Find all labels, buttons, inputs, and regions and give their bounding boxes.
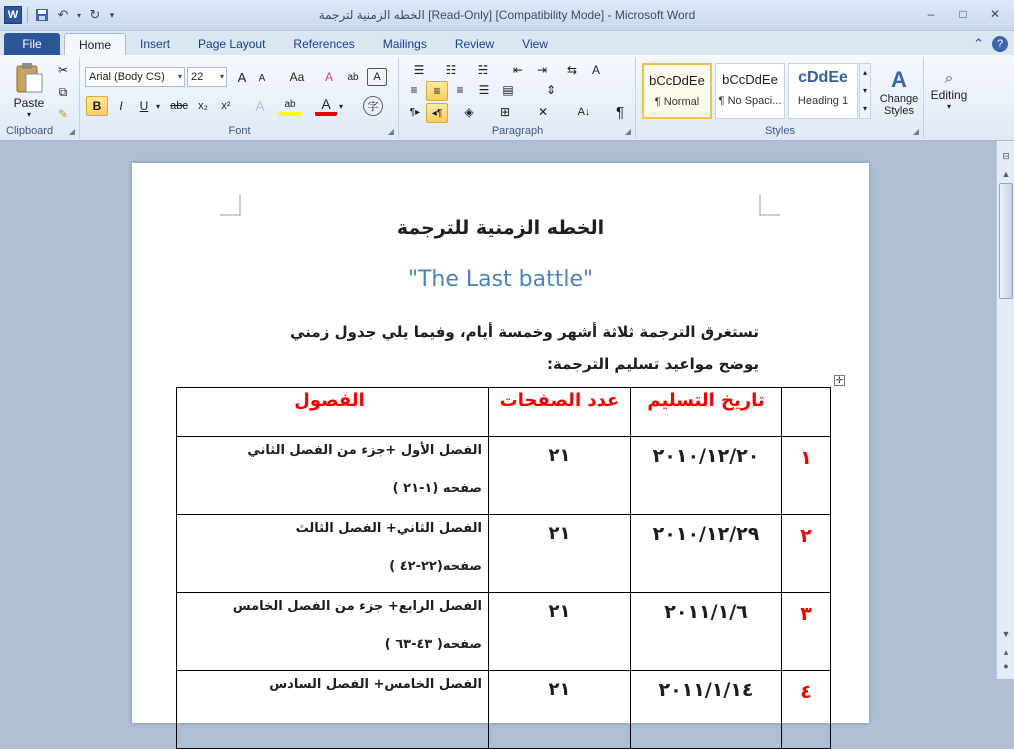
increase-indent-icon[interactable]: ⇥ <box>536 63 548 77</box>
table-row <box>177 593 831 671</box>
font-launcher-icon[interactable]: ◢ <box>387 127 394 136</box>
font-color-dropdown-icon[interactable]: ▾ <box>338 101 343 111</box>
phonetic-guide-icon[interactable]: ab <box>347 71 359 83</box>
bullets-icon[interactable]: ☰ <box>413 63 425 77</box>
font-group-label: Font <box>228 125 251 137</box>
text-effects-icon[interactable]: A <box>255 98 265 114</box>
asian-layout-icon[interactable]: ✕ <box>537 105 549 119</box>
distributed-icon[interactable]: A <box>591 63 600 77</box>
title-bar <box>0 0 1014 31</box>
tab-insert[interactable]: Insert <box>140 37 171 51</box>
style-normal-sample: bCcDdEe <box>649 73 705 88</box>
paragraph-group-label: Paragraph <box>491 125 544 137</box>
font-name-dropdown[interactable] <box>85 67 185 87</box>
clipboard-group <box>0 57 80 139</box>
styles-group-label: Styles <box>765 125 795 137</box>
editing-button[interactable] <box>927 59 971 121</box>
font-group <box>81 57 399 139</box>
paragraph-launcher-icon[interactable]: ◢ <box>624 127 631 136</box>
table-row <box>177 515 831 593</box>
change-styles-icon: A <box>891 67 907 92</box>
styles-group <box>637 57 924 139</box>
line-spacing-icon[interactable]: ⇕ <box>545 83 557 97</box>
margin-corner-top-left <box>220 195 242 217</box>
format-painter-icon[interactable]: ✎ <box>57 107 69 121</box>
row-pages: ٢١ <box>489 437 631 515</box>
vertical-scrollbar[interactable] <box>996 141 1014 679</box>
header-chapters: الفصول <box>177 388 489 437</box>
row-chapters-line-1: الفصل الثاني+ الفصل الثالث <box>295 521 482 536</box>
superscript-button[interactable]: x² <box>221 100 231 112</box>
row-chapters-line-2: صفحه(٢٢-٤٢ ) <box>389 559 482 574</box>
align-left-icon[interactable]: ≡ <box>410 83 418 97</box>
header-page-count: عدد الصفحات <box>489 388 631 437</box>
binoculars-icon: ⌕ <box>944 69 954 87</box>
show-hide-marks-button[interactable]: ¶ <box>615 103 625 121</box>
scroll-down-icon[interactable]: ▼ <box>1001 629 1011 639</box>
font-size-value: 22 <box>191 71 204 83</box>
clear-formatting-icon[interactable]: A <box>324 70 333 84</box>
table-header-row <box>177 388 831 437</box>
row-number: ٣ <box>782 593 831 671</box>
ribbon-tabs <box>64 33 562 55</box>
numbering-icon[interactable]: ☷ <box>445 63 457 77</box>
table-row <box>177 437 831 515</box>
paragraph-group <box>400 57 636 139</box>
justify-icon[interactable]: ☰ <box>478 83 490 97</box>
row-pages: ٢١ <box>489 671 631 749</box>
editing-dropdown-icon: ▾ <box>946 101 951 111</box>
table-row <box>177 671 831 749</box>
row-pages: ٢١ <box>489 593 631 671</box>
word-app-icon[interactable]: W <box>4 6 22 24</box>
repeat-icon[interactable]: ↻ <box>89 7 101 22</box>
editing-label: Editing <box>930 87 968 102</box>
row-number: ١ <box>782 437 831 515</box>
browse-object-icon[interactable]: ● <box>1003 661 1009 671</box>
style-heading-1[interactable] <box>788 63 858 119</box>
minimize-button[interactable]: – <box>927 7 935 21</box>
paste-button[interactable] <box>6 59 52 121</box>
document-subtitle: "The Last battle" <box>407 267 594 292</box>
text-direction-icon[interactable]: ⇆ <box>566 63 578 77</box>
distribute-icon[interactable]: ▤ <box>502 83 514 97</box>
row-date: ٢٠١١/١/٦ <box>631 593 782 671</box>
change-styles-label: Change Styles <box>879 93 919 117</box>
style-heading-1-sample: cDdEe <box>798 69 848 86</box>
close-button[interactable]: ✕ <box>989 7 1001 21</box>
margin-corner-top-right <box>758 195 780 217</box>
intro-line-1: تستغرق الترجمة ثلاثة أشهر وخمسة أيام، وفيما يلي جدول زمني <box>290 323 759 341</box>
tab-references[interactable]: References <box>293 37 355 51</box>
ruler-toggle-icon[interactable]: ⊟ <box>1002 150 1010 161</box>
font-name-value: Arial (Body CS) <box>89 71 165 83</box>
row-chapters-line-2: صفحه( ٤٣-٦٣ ) <box>384 637 482 652</box>
enclose-characters-icon[interactable]: A <box>367 68 387 86</box>
cut-icon[interactable]: ✂ <box>57 63 69 77</box>
ltr-paragraph-icon[interactable]: ¶▸ <box>409 106 421 118</box>
window-controls <box>916 4 1010 24</box>
enclose-char-icon[interactable]: 字 <box>363 96 383 116</box>
document-page[interactable] <box>132 163 869 723</box>
font-size-arrow-icon: ▾ <box>219 72 224 81</box>
subscript-button[interactable]: x₂ <box>198 100 208 112</box>
align-right-icon[interactable]: ≡ <box>456 83 464 97</box>
style-no-spacing[interactable] <box>715 63 785 119</box>
editing-group <box>925 57 973 139</box>
style-heading-1-name: Heading 1 <box>797 95 849 107</box>
previous-page-icon[interactable]: ▴ <box>1003 646 1009 657</box>
change-case-icon[interactable]: Aa <box>289 70 305 84</box>
shading-icon[interactable]: ◈ <box>464 105 474 119</box>
paste-label: Paste <box>13 95 45 110</box>
undo-dropdown-icon[interactable]: ▾ <box>76 10 81 20</box>
font-name-arrow-icon: ▾ <box>177 72 182 81</box>
document-area <box>0 141 996 703</box>
scroll-thumb[interactable] <box>999 183 1013 299</box>
borders-icon[interactable]: ⊞ <box>499 105 511 119</box>
tab-mailings[interactable]: Mailings <box>382 37 427 51</box>
file-tab[interactable]: File <box>4 33 60 55</box>
document-intro <box>239 316 759 380</box>
customize-qat-icon[interactable]: ▾ <box>109 9 115 20</box>
table-move-handle-icon[interactable]: ✛ <box>835 375 844 385</box>
undo-icon[interactable]: ↶ <box>57 7 69 22</box>
tab-review[interactable]: Review <box>454 37 495 51</box>
style-no-spacing-sample: bCcDdEe <box>722 72 778 87</box>
row-number: ٤ <box>782 671 831 749</box>
highlight-color-icon[interactable]: ab <box>279 96 301 116</box>
ribbon-right-controls <box>973 36 1008 52</box>
schedule-table <box>176 387 831 749</box>
header-delivery-date: تاريخ التسليم <box>631 388 782 437</box>
style-normal[interactable] <box>642 63 712 119</box>
row-chapters <box>177 593 489 671</box>
row-pages: ٢١ <box>489 515 631 593</box>
clipboard-launcher-icon[interactable]: ◢ <box>68 127 75 136</box>
paste-icon <box>14 62 44 94</box>
copy-icon[interactable]: ⧉ <box>58 84 68 99</box>
sort-icon[interactable]: A↓ <box>577 106 591 118</box>
underline-dropdown-icon[interactable]: ▾ <box>155 101 160 111</box>
minimize-ribbon-icon[interactable]: ⌃ <box>973 36 984 51</box>
tab-page-layout[interactable]: Page Layout <box>198 37 266 51</box>
change-styles-button[interactable] <box>877 61 921 123</box>
styles-gallery-scroll[interactable]: ▴ ▾ ▾ <box>859 63 871 119</box>
ribbon-home <box>0 55 1014 141</box>
document-title: الخطه الزمنية للترجمة <box>396 217 605 239</box>
styles-launcher-icon[interactable]: ◢ <box>912 127 919 136</box>
row-chapters <box>177 515 489 593</box>
italic-button[interactable]: I <box>119 99 123 113</box>
window-title: الخطه الزمنية لترجمة [Read-Only] [Compatibility Mode] - Microsoft Word <box>318 8 696 22</box>
row-number: ٢ <box>782 515 831 593</box>
row-chapters <box>177 437 489 515</box>
maximize-button[interactable]: □ <box>959 7 967 21</box>
row-date: ٢٠١٠/١٢/٢٠ <box>631 437 782 515</box>
header-number <box>782 388 831 437</box>
row-chapters <box>177 671 489 749</box>
row-chapters-line-2: صفحه (١-٢١ ) <box>392 481 482 496</box>
ribbon-tabs-bar <box>0 31 1014 55</box>
underline-button[interactable]: U <box>139 99 149 113</box>
shrink-font-icon[interactable]: A <box>258 72 266 84</box>
help-icon[interactable]: ? <box>992 36 1008 52</box>
style-normal-name: ¶ Normal <box>654 96 700 108</box>
strikethrough-button[interactable]: abc <box>170 100 188 112</box>
align-center-button[interactable]: ≡ <box>426 81 448 101</box>
style-no-spacing-name: ¶ No Spaci... <box>718 95 782 107</box>
row-chapters-line-1: الفصل الأول +جزء من الفصل الثاني <box>247 443 482 458</box>
row-chapters-line-1: الفصل الخامس+ الفصل السادس <box>269 677 482 692</box>
font-color-icon[interactable]: A <box>315 96 337 116</box>
row-date: ٢٠١١/١/١٤ <box>631 671 782 749</box>
multilevel-list-icon[interactable]: ☵ <box>477 63 489 77</box>
scroll-up-icon[interactable]: ▲ <box>1001 169 1011 179</box>
grow-font-icon[interactable]: A <box>237 69 247 85</box>
font-size-dropdown[interactable] <box>187 67 227 87</box>
intro-line-2: يوضح مواعيد تسليم الترجمة: <box>547 355 759 373</box>
row-chapters-line-1: الفصل الرابع+ جزء من الفصل الخامس <box>232 599 482 614</box>
decrease-indent-icon[interactable]: ⇤ <box>512 63 524 77</box>
paste-dropdown-icon: ▾ <box>26 109 31 119</box>
tab-view[interactable]: View <box>522 37 548 51</box>
rtl-paragraph-button[interactable]: ◂¶ <box>426 103 448 123</box>
clipboard-group-label: Clipboard <box>6 125 54 137</box>
tab-home[interactable]: Home <box>64 33 126 55</box>
row-date: ٢٠١٠/١٢/٢٩ <box>631 515 782 593</box>
bold-button[interactable]: B <box>86 96 108 116</box>
